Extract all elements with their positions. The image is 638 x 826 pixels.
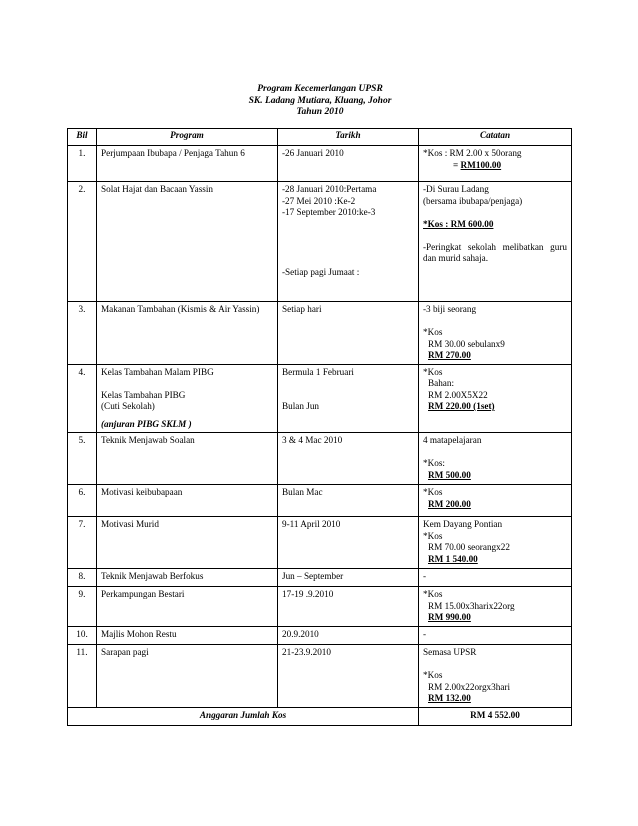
total-label: Anggaran Jumlah Kos <box>68 707 419 725</box>
tarikh-text: Setiap hari <box>282 304 322 314</box>
catatan-line: *Kos <box>423 589 443 599</box>
catatan-line: RM 30.00 sebulanx9 <box>428 338 505 349</box>
tarikh-text: -17 September 2010:ke-3 <box>282 207 376 217</box>
row-bil: 10. <box>68 627 97 645</box>
header-tarikh: Tarikh <box>278 129 419 146</box>
table-row <box>68 569 572 587</box>
table-header-row <box>68 129 572 146</box>
row-tarikh <box>278 645 419 708</box>
row-bil: 11. <box>68 645 97 708</box>
row-program <box>97 517 278 569</box>
tarikh-text: 3 & 4 Mac 2010 <box>282 435 343 445</box>
total-row <box>68 707 572 725</box>
program-text: Perjumpaan Ibubapa / Penjaga Tahun 6 <box>101 148 245 158</box>
catatan-amount: RM 500.00 <box>428 469 471 480</box>
program-table <box>67 128 572 726</box>
catatan-line: RM 70.00 seorangx22 <box>428 542 510 552</box>
catatan-line: *Kos <box>423 487 443 497</box>
row-catatan <box>419 645 572 708</box>
row-program <box>97 587 278 627</box>
row-catatan <box>419 517 572 569</box>
table-row <box>68 645 572 708</box>
program-text: Motivasi keibubapaan <box>101 487 183 497</box>
table-row <box>68 146 572 182</box>
catatan-line: (bersama ibubapa/penjaga) <box>423 195 523 206</box>
row-catatan <box>419 587 572 627</box>
catatan-amount: RM100.00 <box>460 159 502 170</box>
row-bil: 4. <box>68 364 97 433</box>
catatan-amount: RM 1 540.00 <box>428 553 478 564</box>
tarikh-text: 20.9.2010 <box>282 629 319 639</box>
row-tarikh <box>278 517 419 569</box>
catatan-line: RM 2.00x22orgx3hari <box>428 681 511 692</box>
catatan-amount: RM 200.00 <box>428 498 471 509</box>
tarikh-text: Bermula 1 Februari <box>282 366 354 377</box>
catatan-amount: RM 990.00 <box>428 612 471 622</box>
table-row <box>68 587 572 627</box>
catatan-line: Bahan: <box>428 378 455 388</box>
program-text: Teknik Menjawab Berfokus <box>101 571 204 581</box>
row-tarikh <box>278 302 419 365</box>
header-catatan: Catatan <box>419 129 572 146</box>
program-text: Solat Hajat dan Bacaan Yassin <box>101 184 214 194</box>
row-catatan <box>419 302 572 365</box>
catatan-line: -3 biji seorang <box>423 304 477 314</box>
table-row <box>68 182 572 302</box>
row-tarikh <box>278 364 419 433</box>
table-row <box>68 302 572 365</box>
catatan-equals: = <box>453 159 461 170</box>
row-program <box>97 569 278 587</box>
total-value: RM 4 552.00 <box>419 707 572 725</box>
catatan-line: Semasa UPSR <box>423 647 477 657</box>
tarikh-text: -28 Januari 2010:Pertama <box>282 184 377 194</box>
row-tarikh <box>278 627 419 645</box>
program-text: Teknik Menjawab Soalan <box>101 435 195 445</box>
row-tarikh <box>278 485 419 517</box>
row-program <box>97 627 278 645</box>
row-bil: 5. <box>68 433 97 485</box>
program-text: Sarapan pagi <box>101 647 149 657</box>
catatan-line: *Kos: <box>423 458 445 468</box>
program-text: Motivasi Murid <box>101 519 159 529</box>
catatan-line: *Kos : RM 2.00 x 50orang <box>423 148 522 158</box>
catatan-line: RM 15.00x3harix22org <box>428 600 515 611</box>
tarikh-text: Bulan Mac <box>282 487 323 497</box>
row-tarikh <box>278 182 419 302</box>
table-row <box>68 364 572 433</box>
row-program <box>97 182 278 302</box>
row-catatan <box>419 182 572 302</box>
table-row <box>68 485 572 517</box>
catatan-line: - <box>423 571 427 581</box>
row-tarikh <box>278 146 419 182</box>
catatan-line: *Kos <box>423 670 443 680</box>
row-catatan <box>419 485 572 517</box>
header-bil: Bil <box>68 129 97 146</box>
tarikh-text: 17-19 .9.2010 <box>282 589 334 599</box>
catatan-amount: RM 270.00 <box>428 350 471 360</box>
catatan-line: - <box>423 629 427 639</box>
catatan-line <box>423 160 567 172</box>
program-text: Kelas Tambahan PIBG <box>101 389 186 400</box>
row-catatan <box>419 433 572 485</box>
row-tarikh <box>278 569 419 587</box>
row-program <box>97 364 278 433</box>
row-program <box>97 485 278 517</box>
program-text: (Cuti Sekolah) <box>101 401 155 411</box>
row-catatan <box>419 569 572 587</box>
catatan-amount: RM 132.00 <box>428 693 471 703</box>
tarikh-text: Bulan Jun <box>282 401 320 411</box>
row-bil: 8. <box>68 569 97 587</box>
row-bil: 9. <box>68 587 97 627</box>
title-line-1: Program Kecemerlangan UPSR <box>257 84 383 94</box>
row-program <box>97 302 278 365</box>
program-text: Makanan Tambahan (Kismis & Air Yassin) <box>101 304 260 314</box>
catatan-line: *Kos <box>423 366 443 377</box>
row-catatan <box>419 146 572 182</box>
table-row <box>68 433 572 485</box>
table-row <box>68 627 572 645</box>
row-bil: 3. <box>68 302 97 365</box>
catatan-amount: RM 220.00 (1set) <box>428 401 495 411</box>
row-tarikh <box>278 587 419 627</box>
tarikh-text: Jun – September <box>282 571 344 581</box>
row-program <box>97 146 278 182</box>
row-program <box>97 645 278 708</box>
title-line-2: SK. Ladang Mutiara, Kluang, Johor <box>248 95 392 106</box>
catatan-line: -Peringkat sekolah melibatkan guru dan murid sahaja. <box>423 241 567 263</box>
catatan-line: *Kos <box>423 327 443 337</box>
document-title <box>230 84 410 119</box>
table-row <box>68 517 572 569</box>
tarikh-text: -26 Januari 2010 <box>282 148 344 158</box>
header-program: Program <box>97 129 278 146</box>
program-text: Perkampungan Bestari <box>101 589 185 599</box>
row-bil: 6. <box>68 485 97 517</box>
row-catatan <box>419 627 572 645</box>
catatan-line: Kem Dayang Pontian <box>423 519 503 529</box>
program-text: Kelas Tambahan Malam PIBG <box>101 366 214 377</box>
catatan-line: 4 matapelajaran <box>423 435 482 445</box>
program-text: Majlis Mohon Restu <box>101 629 177 639</box>
program-text: (anjuran PIBG SKLM ) <box>101 418 192 429</box>
tarikh-text: 21-23.9.2010 <box>282 647 331 657</box>
tarikh-text: -27 Mei 2010 :Ke-2 <box>282 195 356 206</box>
catatan-line: -Di Surau Ladang <box>423 184 489 194</box>
row-bil: 1. <box>68 146 97 182</box>
row-bil: 7. <box>68 517 97 569</box>
row-bil: 2. <box>68 182 97 302</box>
tarikh-text: 9-11 April 2010 <box>282 519 341 529</box>
catatan-line: *Kos <box>423 530 443 541</box>
row-tarikh <box>278 433 419 485</box>
catatan-amount: *Kos : RM 600.00 <box>423 218 494 229</box>
row-program <box>97 433 278 485</box>
title-line-3: Tahun 2010 <box>296 107 344 117</box>
catatan-line: RM 2.00X5X22 <box>428 389 488 400</box>
row-catatan <box>419 364 572 433</box>
tarikh-text: -Setiap pagi Jumaat : <box>282 266 360 277</box>
